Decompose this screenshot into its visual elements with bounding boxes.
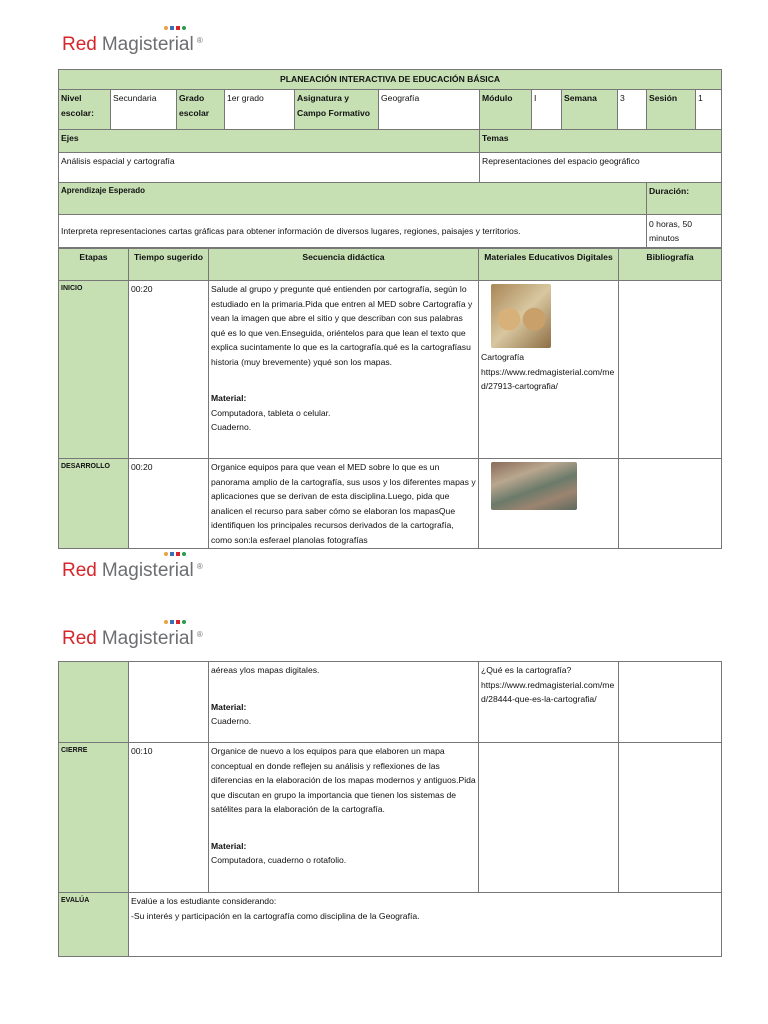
time-inicio: 00:20 <box>129 281 209 459</box>
modulo-label: Módulo <box>480 90 532 130</box>
bibliografia-inicio <box>619 281 722 459</box>
nivel-label: Nivel escolar: <box>59 90 111 130</box>
logo-dots-icon <box>164 620 186 624</box>
secuencia-cierre: Organice de nuevo a los equipos para que elaboren un mapa conceptual en donde reflejen su análisis y reflexiones de las diferencias en la elaboración de los mapas modernos y antiguos.Pida que discutan en grupo la importancia que tienen los sistemas de satélites para la elaboración de la cartografía. Material: Computadora, cuaderno o rotafolio. <box>209 743 479 893</box>
nivel-value: Secundaria <box>111 90 177 130</box>
secuencia-inicio: Salude al grupo y pregunte qué entienden por cartografía, según lo estudiado en la primaria.Pida que entren al MED sobre Cartografía y vean la imagen que abre el sitio y que describan con sus palabras qué es lo que ven.Enseguida, oriéntelos para que lean el texto que explica sucintamente lo que es la cartografía.qué es la cartografíasu historia (muy brevemente) yqué son los mapas. Material: Computadora, tableta o celular. Cuaderno. <box>209 281 479 459</box>
map-thumbnail <box>491 284 551 348</box>
red-magisterial-logo: Red Magisterial ® <box>62 614 194 648</box>
secuencia-table-page1 <box>58 248 722 549</box>
red-magisterial-logo: Red Magisterial ® <box>62 546 194 580</box>
med-desarrollo-link[interactable]: ¿Qué es la cartografía? https://www.redmagisterial.com/med/28444-que-es-la-cartografia/ <box>479 662 619 743</box>
med-inicio[interactable]: Cartografía https://www.redmagisterial.com/med/27913-cartografia/ <box>479 281 619 459</box>
table-row <box>59 459 722 549</box>
stage-inicio: INICIO <box>59 281 129 459</box>
bibliografia-desarrollo <box>619 459 722 549</box>
logo-magisterial-text: Magisterial ® <box>102 35 194 54</box>
column-materiales: Materiales Educativos Digitales <box>479 249 619 281</box>
temas-label: Temas <box>480 130 722 153</box>
time-desarrollo: 00:20 <box>129 459 209 549</box>
page-title: PLANEACIÓN INTERACTIVA DE EDUCACIÓN BÁSICA <box>59 70 722 90</box>
secuencia-table-page2 <box>58 661 722 957</box>
stage-cierre: CIERRE <box>59 743 129 893</box>
ejes-value: Análisis espacial y cartografía <box>59 153 480 183</box>
semana-value: 3 <box>618 90 647 130</box>
table-row <box>59 281 722 459</box>
red-magisterial-logo <box>62 20 203 55</box>
aprendizaje-label: Aprendizaje Esperado <box>59 183 647 215</box>
med-link[interactable]: https://www.redmagisterial.com/med/27913-cartografia/ <box>481 366 615 391</box>
modulo-value: I <box>532 90 562 130</box>
column-tiempo: Tiempo sugerido <box>129 249 209 281</box>
grado-value: 1er grado <box>225 90 295 130</box>
column-bibliografia: Bibliografía <box>619 249 722 281</box>
asignatura-label: Asignatura y Campo Formativo <box>295 90 379 130</box>
semana-label: Semana <box>562 90 618 130</box>
evalua-text: Evalúe a los estudiante considerando: -Su interés y participación en la cartografía como disciplina de la Geografía. <box>129 893 722 957</box>
logo-dots-icon <box>164 552 186 556</box>
column-etapas: Etapas <box>59 249 129 281</box>
sesion-label: Sesión <box>647 90 696 130</box>
med-link[interactable]: https://www.redmagisterial.com/med/28444-que-es-la-cartografia/ <box>481 679 615 704</box>
duracion-label: Duración: <box>647 183 722 215</box>
duracion-value: 0 horas, 50 minutos <box>647 215 722 248</box>
logo-red-text: Red <box>62 34 97 55</box>
table-row <box>59 743 722 893</box>
asignatura-value: Geografía <box>379 90 480 130</box>
temas-value: Representaciones del espacio geográfico <box>480 153 722 183</box>
secuencia-desarrollo-cont: aéreas ylos mapas digitales. Material: Cuaderno. <box>209 662 479 743</box>
time-cierre: 00:10 <box>129 743 209 893</box>
relief-thumbnail <box>491 462 577 510</box>
ejes-label: Ejes <box>59 130 480 153</box>
secuencia-desarrollo: Organice equipos para que vean el MED sobre lo que es un panorama amplio de la cartografía, sus usos y los diferentes mapas y aplicaciones que se derivan de esta disciplina.Luego, pida que analicen el recurso para saber cómo se elaboran los mapasQue identifiquen los principales recursos derivados de la cartografía, como son:la esferael planolas fotografías <box>209 459 479 549</box>
sesion-value: 1 <box>696 90 722 130</box>
planeacion-header-table <box>58 69 722 248</box>
aprendizaje-value: Interpreta representaciones cartas gráficas para obtener información de diversos lugares, regiones, paisajes y territorios. <box>59 215 647 248</box>
grado-label: Grado escolar <box>177 90 225 130</box>
med-desarrollo <box>479 459 619 549</box>
table-row <box>59 893 722 957</box>
table-row <box>59 662 722 743</box>
stage-desarrollo: DESARROLLO <box>59 459 129 549</box>
logo-dots-icon <box>164 26 186 30</box>
column-secuencia: Secuencia didáctica <box>209 249 479 281</box>
stage-evalua: EVALÚA <box>59 893 129 957</box>
